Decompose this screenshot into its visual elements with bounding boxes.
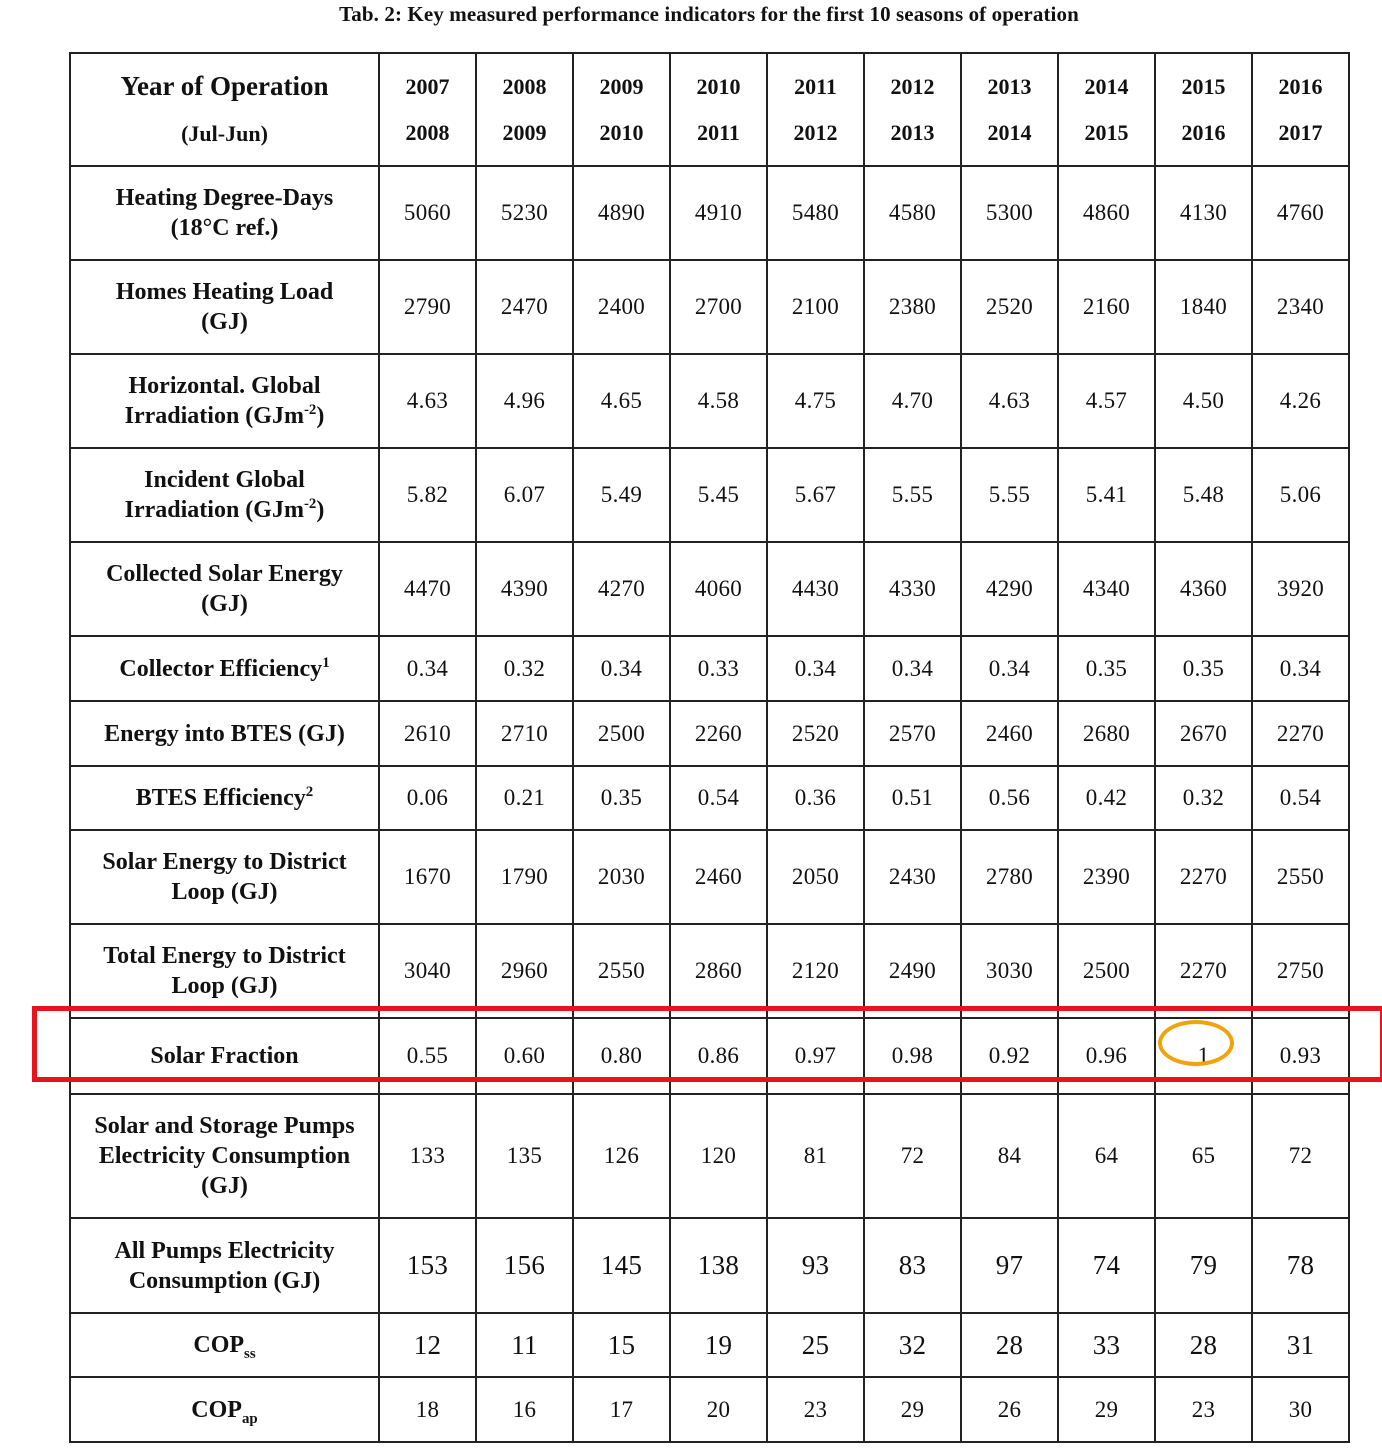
table-row (70, 166, 1349, 260)
value-cell: 5230 (476, 166, 573, 260)
row-label-subscript: ss (244, 1345, 256, 1362)
row-label-line (71, 847, 378, 877)
value-cell: 2790 (379, 260, 476, 354)
value-cell: 1 (1155, 1018, 1252, 1094)
row-label-text: Incident Global (144, 467, 305, 493)
table-caption: Tab. 2: Key measured performance indicators for the first 10 seasons of operation (339, 2, 1079, 26)
row-label-text: All Pumps Electricity (114, 1237, 335, 1264)
value-cell: 2570 (864, 701, 961, 766)
value-cell: 135 (476, 1094, 573, 1218)
value-cell: 5.55 (864, 448, 961, 542)
value-cell: 4760 (1252, 166, 1349, 260)
row-label-superscript: -2 (303, 402, 317, 418)
row-label-line (71, 877, 378, 907)
value-cell: 145 (573, 1218, 670, 1313)
value-cell: 4330 (864, 542, 961, 636)
year-end: 2013 (890, 119, 935, 145)
value-cell: 2780 (961, 830, 1058, 924)
row-label (70, 448, 379, 542)
value-cell: 6.07 (476, 448, 573, 542)
performance-table (69, 52, 1350, 1443)
row-label-text: Collected Solar Energy (106, 561, 343, 587)
value-cell: 0.35 (1058, 636, 1155, 701)
value-cell: 19 (670, 1313, 767, 1377)
value-cell: 4130 (1155, 166, 1252, 260)
year-end: 2015 (1084, 119, 1129, 145)
value-cell: 2550 (1252, 830, 1349, 924)
row-label-line (71, 371, 378, 401)
row-label-line (71, 719, 378, 749)
table-row (70, 766, 1349, 830)
row-label-text: Horizontal. Global (128, 373, 321, 399)
value-cell: 5.41 (1058, 448, 1155, 542)
value-cell: 65 (1155, 1094, 1252, 1218)
year-start: 2007 (405, 73, 450, 99)
row-label-line (71, 183, 378, 213)
row-label (70, 260, 379, 354)
value-cell: 4860 (1058, 166, 1155, 260)
row-label-line (71, 589, 378, 619)
value-cell: 2500 (573, 701, 670, 766)
row-label-text: Homes Heating Load (115, 279, 334, 305)
table-row (70, 701, 1349, 766)
value-cell: 23 (767, 1377, 864, 1442)
value-cell: 2380 (864, 260, 961, 354)
table-row (70, 830, 1349, 924)
row-label-text: Collector Efficiency (119, 655, 323, 682)
row-label-text: Energy into BTES (GJ) (104, 720, 345, 747)
row-label-subscript: ap (241, 1410, 258, 1427)
value-cell: 4390 (476, 542, 573, 636)
row-label (70, 766, 379, 830)
value-cell: 0.34 (379, 636, 476, 701)
value-cell: 20 (670, 1377, 767, 1442)
value-cell: 1670 (379, 830, 476, 924)
value-cell: 2030 (573, 830, 670, 924)
value-cell: 4.70 (864, 354, 961, 448)
value-cell: 2120 (767, 924, 864, 1018)
value-cell: 4910 (670, 166, 767, 260)
row-label (70, 924, 379, 1018)
table-row (70, 260, 1349, 354)
value-cell: 32 (864, 1313, 961, 1377)
value-cell: 0.54 (670, 766, 767, 830)
year-start: 2013 (987, 73, 1032, 99)
year-header-cell (864, 53, 961, 166)
value-cell: 4.57 (1058, 354, 1155, 448)
year-header-cell (1252, 53, 1349, 166)
row-label (70, 701, 379, 766)
row-label (70, 1018, 379, 1094)
value-cell: 72 (864, 1094, 961, 1218)
value-cell: 4060 (670, 542, 767, 636)
year-start: 2008 (502, 73, 547, 99)
value-cell: 2470 (476, 260, 573, 354)
value-cell: 2860 (670, 924, 767, 1018)
value-cell: 4.63 (379, 354, 476, 448)
value-cell: 0.98 (864, 1018, 961, 1094)
value-cell: 2270 (1252, 701, 1349, 766)
year-header-cell (379, 53, 476, 166)
value-cell: 97 (961, 1218, 1058, 1313)
row-label (70, 542, 379, 636)
value-cell: 2460 (670, 830, 767, 924)
value-cell: 5.67 (767, 448, 864, 542)
value-cell: 25 (767, 1313, 864, 1377)
value-cell: 2680 (1058, 701, 1155, 766)
value-cell: 2550 (573, 924, 670, 1018)
value-cell: 0.80 (573, 1018, 670, 1094)
table-row (70, 636, 1349, 701)
value-cell: 133 (379, 1094, 476, 1218)
value-cell: 2670 (1155, 701, 1252, 766)
year-of-operation-header (70, 53, 379, 166)
value-cell: 4.50 (1155, 354, 1252, 448)
table-row (70, 1313, 1349, 1377)
value-cell: 0.35 (573, 766, 670, 830)
value-cell: 4.26 (1252, 354, 1349, 448)
header-label-line1: Year of Operation (120, 70, 329, 101)
value-cell: 18 (379, 1377, 476, 1442)
value-cell: 2460 (961, 701, 1058, 766)
value-cell: 2520 (767, 701, 864, 766)
year-start: 2016 (1278, 73, 1323, 99)
table-row (70, 354, 1349, 448)
row-label-line (71, 1266, 378, 1296)
value-cell: 23 (1155, 1377, 1252, 1442)
value-cell: 4.63 (961, 354, 1058, 448)
table-row (70, 1218, 1349, 1313)
value-cell: 5.55 (961, 448, 1058, 542)
year-start: 2009 (599, 73, 644, 99)
year-end: 2016 (1181, 119, 1226, 145)
value-cell: 0.34 (1252, 636, 1349, 701)
value-cell: 11 (476, 1313, 573, 1377)
row-label-line (71, 1395, 378, 1425)
value-cell: 0.97 (767, 1018, 864, 1094)
row-label-line (71, 213, 378, 243)
year-header-cell (476, 53, 573, 166)
row-label-tail: ) (316, 497, 325, 523)
value-cell: 0.35 (1155, 636, 1252, 701)
value-cell: 2270 (1155, 830, 1252, 924)
row-label-line (71, 654, 378, 684)
value-cell: 33 (1058, 1313, 1155, 1377)
table-row (70, 1094, 1349, 1218)
year-header-cell (1058, 53, 1155, 166)
row-label-text: Solar Energy to District (102, 849, 347, 875)
value-cell: 2260 (670, 701, 767, 766)
row-label-text: COP (193, 1332, 245, 1358)
row-label-line (71, 971, 378, 1001)
value-cell: 84 (961, 1094, 1058, 1218)
year-end: 2008 (405, 119, 450, 145)
row-label-text: (GJ) (201, 591, 248, 617)
value-cell: 2050 (767, 830, 864, 924)
table-row (70, 1377, 1349, 1442)
value-cell: 4.75 (767, 354, 864, 448)
value-cell: 2490 (864, 924, 961, 1018)
value-cell: 3030 (961, 924, 1058, 1018)
row-label-text: (GJ) (201, 1173, 248, 1199)
year-start: 2015 (1181, 73, 1226, 99)
year-header-cell (670, 53, 767, 166)
row-label-line (71, 401, 378, 431)
value-cell: 2520 (961, 260, 1058, 354)
year-end: 2010 (599, 119, 644, 145)
row-label (70, 354, 379, 448)
value-cell: 29 (1058, 1377, 1155, 1442)
row-label (70, 166, 379, 260)
row-label-line (71, 783, 378, 813)
value-cell: 4430 (767, 542, 864, 636)
table-row (70, 924, 1349, 1018)
row-label-text: Loop (GJ) (171, 879, 278, 905)
value-cell: 93 (767, 1218, 864, 1313)
value-cell: 4890 (573, 166, 670, 260)
value-cell: 74 (1058, 1218, 1155, 1313)
value-cell: 2400 (573, 260, 670, 354)
value-cell: 16 (476, 1377, 573, 1442)
value-cell: 81 (767, 1094, 864, 1218)
value-cell: 0.32 (1155, 766, 1252, 830)
value-cell: 0.86 (670, 1018, 767, 1094)
value-cell: 4470 (379, 542, 476, 636)
value-cell: 83 (864, 1218, 961, 1313)
header-row (70, 53, 1349, 166)
value-cell: 5.48 (1155, 448, 1252, 542)
value-cell: 2710 (476, 701, 573, 766)
value-cell: 4.58 (670, 354, 767, 448)
value-cell: 5.49 (573, 448, 670, 542)
row-label-text: COP (191, 1396, 242, 1423)
value-cell: 2100 (767, 260, 864, 354)
value-cell: 120 (670, 1094, 767, 1218)
value-cell: 4.96 (476, 354, 573, 448)
row-label-line (71, 941, 378, 971)
row-label-line (71, 277, 378, 307)
value-cell: 5.06 (1252, 448, 1349, 542)
value-cell: 2430 (864, 830, 961, 924)
row-label (70, 1218, 379, 1313)
value-cell: 2960 (476, 924, 573, 1018)
value-cell: 3040 (379, 924, 476, 1018)
value-cell: 0.56 (961, 766, 1058, 830)
value-cell: 0.54 (1252, 766, 1349, 830)
year-header-cell (961, 53, 1058, 166)
value-cell: 2500 (1058, 924, 1155, 1018)
value-cell: 126 (573, 1094, 670, 1218)
value-cell: 2610 (379, 701, 476, 766)
value-cell: 4.65 (573, 354, 670, 448)
row-label-line (71, 1111, 378, 1141)
value-cell: 1840 (1155, 260, 1252, 354)
row-label-text: Irradiation (GJm (124, 497, 304, 523)
year-start: 2011 (794, 73, 837, 99)
value-cell: 4270 (573, 542, 670, 636)
header-label-line2: (Jul-Jun) (181, 120, 268, 146)
value-cell: 4340 (1058, 542, 1155, 636)
row-label-line (71, 1141, 378, 1171)
value-cell: 5.82 (379, 448, 476, 542)
row-label (70, 1313, 379, 1377)
row-label-text: Loop (GJ) (171, 973, 278, 999)
value-cell: 3920 (1252, 542, 1349, 636)
value-cell: 28 (961, 1313, 1058, 1377)
value-cell: 17 (573, 1377, 670, 1442)
row-label-line (71, 465, 378, 495)
value-cell: 0.34 (767, 636, 864, 701)
value-cell: 5060 (379, 166, 476, 260)
value-cell: 138 (670, 1218, 767, 1313)
year-header-cell (767, 53, 864, 166)
value-cell: 79 (1155, 1218, 1252, 1313)
value-cell: 0.96 (1058, 1018, 1155, 1094)
row-label-text: (GJ) (201, 309, 248, 335)
value-cell: 0.93 (1252, 1018, 1349, 1094)
year-start: 2014 (1084, 73, 1129, 99)
table-row (70, 1018, 1349, 1094)
year-header-cell (1155, 53, 1252, 166)
value-cell: 153 (379, 1218, 476, 1313)
value-cell: 4360 (1155, 542, 1252, 636)
row-label-line (71, 1330, 378, 1360)
value-cell: 28 (1155, 1313, 1252, 1377)
value-cell: 0.33 (670, 636, 767, 701)
value-cell: 72 (1252, 1094, 1349, 1218)
value-cell: 15 (573, 1313, 670, 1377)
table-row (70, 448, 1349, 542)
row-label-line (71, 495, 378, 525)
value-cell: 30 (1252, 1377, 1349, 1442)
row-label-tail: ) (316, 403, 325, 429)
row-label-superscript: -2 (303, 496, 317, 512)
row-label-line (71, 1171, 378, 1201)
row-label (70, 1377, 379, 1442)
value-cell: 26 (961, 1377, 1058, 1442)
row-label-text: Solar Fraction (150, 1043, 299, 1069)
row-label-text: Consumption (GJ) (128, 1267, 321, 1294)
value-cell: 0.06 (379, 766, 476, 830)
value-cell: 5.45 (670, 448, 767, 542)
row-label-text: Irradiation (GJm (124, 403, 304, 429)
value-cell: 4290 (961, 542, 1058, 636)
row-label-line (71, 1041, 378, 1071)
year-end: 2009 (502, 119, 547, 145)
value-cell: 2340 (1252, 260, 1349, 354)
year-start: 2012 (890, 73, 935, 99)
value-cell: 2160 (1058, 260, 1155, 354)
row-label-superscript: 2 (305, 784, 314, 800)
year-end: 2017 (1278, 119, 1323, 145)
row-label-line (71, 1236, 378, 1266)
row-label-line (71, 307, 378, 337)
value-cell: 0.36 (767, 766, 864, 830)
value-cell: 0.55 (379, 1018, 476, 1094)
row-label-line (71, 559, 378, 589)
row-label-text: Heating Degree-Days (115, 185, 334, 211)
value-cell: 64 (1058, 1094, 1155, 1218)
value-cell: 0.60 (476, 1018, 573, 1094)
year-end: 2012 (793, 119, 838, 145)
value-cell: 5480 (767, 166, 864, 260)
value-cell: 2700 (670, 260, 767, 354)
value-cell: 0.32 (476, 636, 573, 701)
value-cell: 29 (864, 1377, 961, 1442)
value-cell: 0.92 (961, 1018, 1058, 1094)
row-label (70, 830, 379, 924)
row-label-superscript: 1 (322, 654, 330, 671)
value-cell: 1790 (476, 830, 573, 924)
value-cell: 2270 (1155, 924, 1252, 1018)
value-cell: 2390 (1058, 830, 1155, 924)
value-cell: 156 (476, 1218, 573, 1313)
value-cell: 0.34 (864, 636, 961, 701)
year-header-cell (573, 53, 670, 166)
value-cell: 2750 (1252, 924, 1349, 1018)
value-cell: 78 (1252, 1218, 1349, 1313)
row-label-text: Electricity Consumption (98, 1143, 351, 1169)
value-cell: 0.51 (864, 766, 961, 830)
table-row (70, 542, 1349, 636)
value-cell: 4580 (864, 166, 961, 260)
year-start: 2010 (696, 73, 741, 99)
row-label (70, 1094, 379, 1218)
value-cell: 0.34 (961, 636, 1058, 701)
value-cell: 0.21 (476, 766, 573, 830)
year-end: 2014 (987, 119, 1032, 145)
row-label (70, 636, 379, 701)
year-end: 2011 (697, 119, 740, 145)
value-cell: 0.42 (1058, 766, 1155, 830)
value-cell: 0.34 (573, 636, 670, 701)
value-cell: 31 (1252, 1313, 1349, 1377)
row-label-text: Solar and Storage Pumps (94, 1113, 355, 1139)
value-cell: 5300 (961, 166, 1058, 260)
row-label-text: (18°C ref.) (170, 215, 279, 241)
value-cell: 12 (379, 1313, 476, 1377)
row-label-text: Total Energy to District (103, 943, 346, 969)
row-label-text: BTES Efficiency (135, 785, 306, 811)
